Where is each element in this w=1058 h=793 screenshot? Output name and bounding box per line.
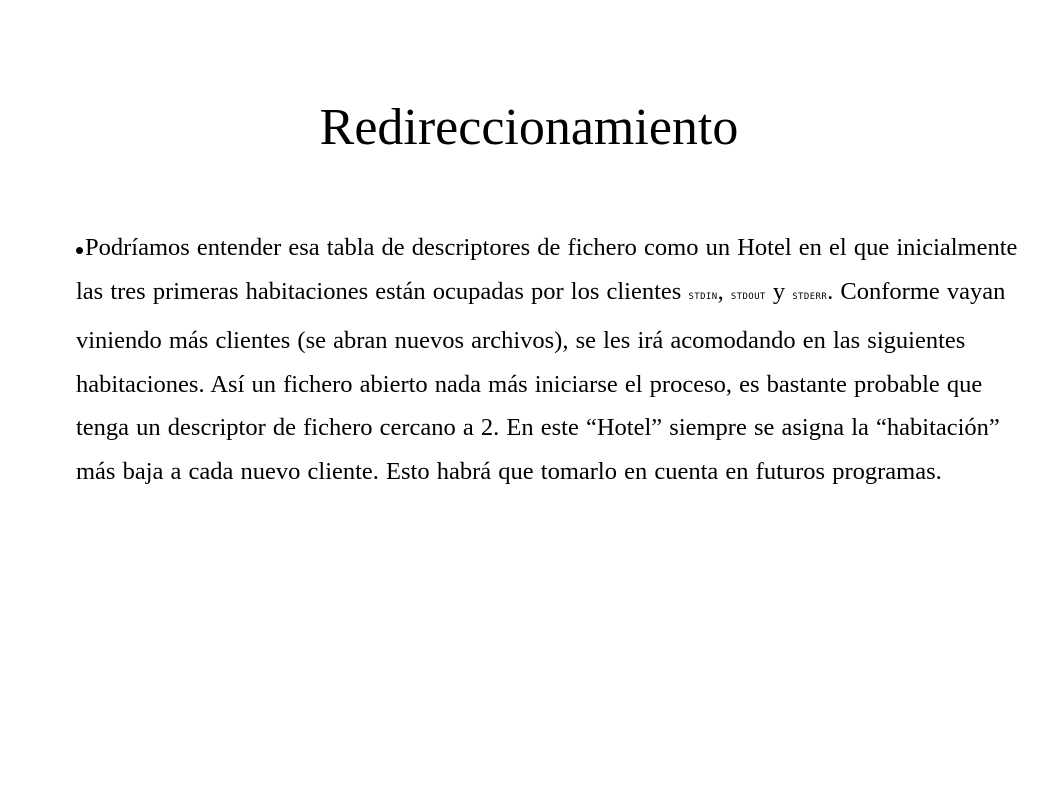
stderr-code: STDERR xyxy=(792,291,828,302)
separator-comma: , xyxy=(717,277,731,305)
paragraph-text-end: . Conforme vayan viniendo más clientes (se abran nuevos archivos), se les irá acomodando en las siguientes habitaciones. Así un fichero abierto nada más iniciarse el proceso, es bastante probable que tenga un descriptor de fichero cercano a 2. En este “Hotel” siempre se asigna la “habitación” más baja a cada nuevo cliente. Esto habrá que tomarlo en cuenta en futuros programas. xyxy=(76,277,1006,485)
stdin-code: STDIN xyxy=(688,291,718,302)
slide-title: Redireccionamiento xyxy=(319,99,739,156)
paragraph-text-start: Podríamos entender esa tabla de descriptores de fichero como un Hotel en el que inicialmente las tres primeras habitaciones están ocupadas por los clientes xyxy=(76,234,1018,305)
bullet-paragraph xyxy=(76,226,1026,493)
separator-y: y xyxy=(765,277,793,305)
stdout-code: STDOUT xyxy=(730,291,766,302)
bullet-dot-icon xyxy=(76,247,83,254)
